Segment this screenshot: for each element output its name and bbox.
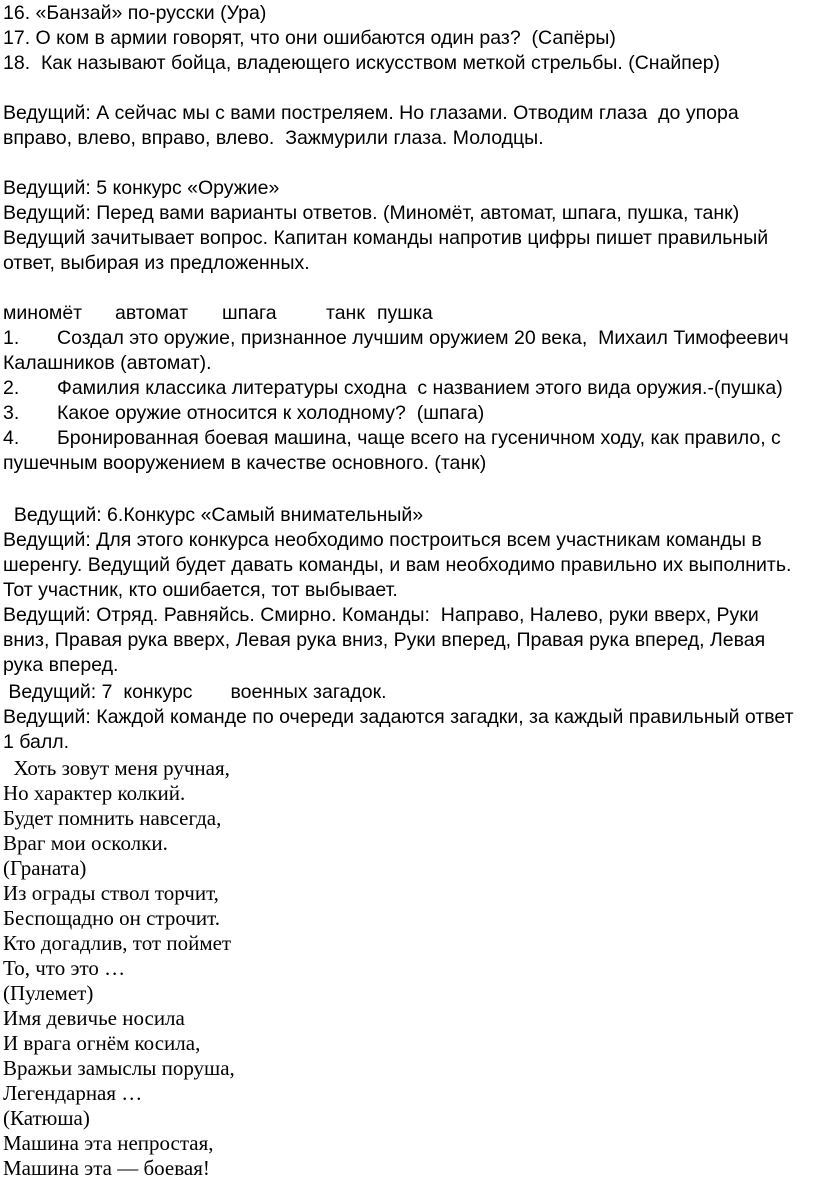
contest6-line-1: Ведущий: Для этого конкурса необходимо построиться всем участникам команды в bbox=[3, 529, 762, 551]
riddle-line: Хоть зовут меня ручная, bbox=[3, 756, 230, 780]
riddle-line: Кто догадлив, тот поймет bbox=[3, 931, 232, 955]
contest5-intro-line-1: Ведущий: Перед вами варианты ответов. (Миномёт, автомат, шпага, пушка, танк) bbox=[3, 202, 740, 224]
riddle-answer: (Граната) bbox=[3, 856, 87, 880]
question-number: 3. bbox=[3, 402, 20, 424]
question-16: 16. «Банзай» по-русски (Ура) bbox=[3, 2, 267, 24]
contest6-line-2: шеренгу. Ведущий будет давать команды, и вам необходимо правильно их выполнить. bbox=[3, 554, 792, 576]
option-shpaga: шпага bbox=[222, 302, 277, 324]
option-pushka: пушка bbox=[377, 302, 433, 324]
question-text: Фамилия классика литературы сходна с названием этого вида оружия.-(пушка) bbox=[57, 377, 783, 399]
riddle-line: То, что это … bbox=[3, 956, 126, 980]
contest6-line-3: Тот участник, кто ошибается, тот выбывает. bbox=[3, 579, 398, 601]
riddle-line: И врага огнём косила, bbox=[3, 1031, 201, 1055]
contest5-intro-line-2: Ведущий зачитывает вопрос. Капитан команды напротив цифры пишет правильный bbox=[3, 227, 769, 249]
contest6-line-5: вниз, Правая рука вверх, Левая рука вниз, Руки вперед, Правая рука вперед, Левая bbox=[3, 629, 766, 651]
question-17: 17. О ком в армии говорят, что они ошибаются один раз? (Сапёры) bbox=[3, 27, 616, 49]
riddle-line: Машина эта — боевая! bbox=[3, 1156, 210, 1180]
riddle-line: Из ограды ствол торчит, bbox=[3, 881, 219, 905]
contest5-question-3 bbox=[3, 401, 484, 426]
question-number: 2. bbox=[3, 377, 20, 399]
eyes-paragraph-line-2: вправо, влево, вправо, влево. Зажмурили глаза. Молодцы. bbox=[3, 127, 544, 149]
contest5-intro-line-3: ответ, выбирая из предложенных. bbox=[3, 252, 310, 274]
riddle-line: Легендарная … bbox=[3, 1081, 143, 1105]
contest5-question-2 bbox=[3, 376, 783, 401]
eyes-paragraph-line-1: Ведущий: А сейчас мы с вами постреляем. Но глазами. Отводим глаза до упора bbox=[3, 102, 739, 124]
question-number: 1. bbox=[3, 327, 20, 349]
option-minomet: миномёт bbox=[3, 302, 83, 324]
riddle-line: Имя девичье носила bbox=[3, 1006, 185, 1030]
question-text: Какое оружие относится к холодному? (шпага) bbox=[57, 402, 485, 424]
question-text: Создал это оружие, признанное лучшим оружием 20 века, Михаил Тимофеевич bbox=[57, 327, 789, 349]
contest7-line-2: 1 балл. bbox=[3, 731, 70, 753]
contest6-title: Ведущий: 6.Конкурс «Самый внимательный» bbox=[3, 504, 424, 526]
contest5-question-1-cont: Калашников (автомат). bbox=[3, 352, 212, 374]
contest7-title: Ведущий: 7 конкурс военных загадок. bbox=[3, 681, 387, 703]
option-avtomat: автомат bbox=[115, 302, 189, 324]
question-number: 4. bbox=[3, 427, 20, 449]
riddle-line: Вражьи замыслы поруша, bbox=[3, 1056, 235, 1080]
question-text: Бронированная боевая машина, чаще всего на гусеничном ходу, как правило, с bbox=[57, 427, 781, 449]
contest5-question-1 bbox=[3, 326, 789, 351]
option-tank: танк bbox=[326, 302, 365, 324]
contest7-line-1: Ведущий: Каждой команде по очереди задаются загадки, за каждый правильный ответ bbox=[3, 706, 794, 728]
question-18: 18. Как называют бойца, владеющего искусством меткой стрельбы. (Снайпер) bbox=[3, 52, 721, 74]
riddle-line: Враг мои осколки. bbox=[3, 831, 168, 855]
riddle-line: Беспощадно он строчит. bbox=[3, 906, 220, 930]
riddle-line: Будет помнить навсегда, bbox=[3, 806, 222, 830]
contest6-line-4: Ведущий: Отряд. Равняйсь. Смирно. Команды: Направо, Налево, руки вверх, Руки bbox=[3, 604, 759, 626]
contest6-line-6: рука вперед. bbox=[3, 654, 119, 676]
riddle-answer: (Пулемет) bbox=[3, 981, 94, 1005]
riddle-line: Но характер колкий. bbox=[3, 781, 186, 805]
riddle-line: Машина эта непростая, bbox=[3, 1131, 214, 1155]
contest5-question-4 bbox=[3, 426, 781, 451]
contest5-title: Ведущий: 5 конкурс «Оружие» bbox=[3, 177, 280, 199]
contest5-question-4-cont: пушечным вооружением в качестве основного. (танк) bbox=[3, 452, 487, 474]
riddle-answer: (Катюша) bbox=[3, 1106, 90, 1130]
